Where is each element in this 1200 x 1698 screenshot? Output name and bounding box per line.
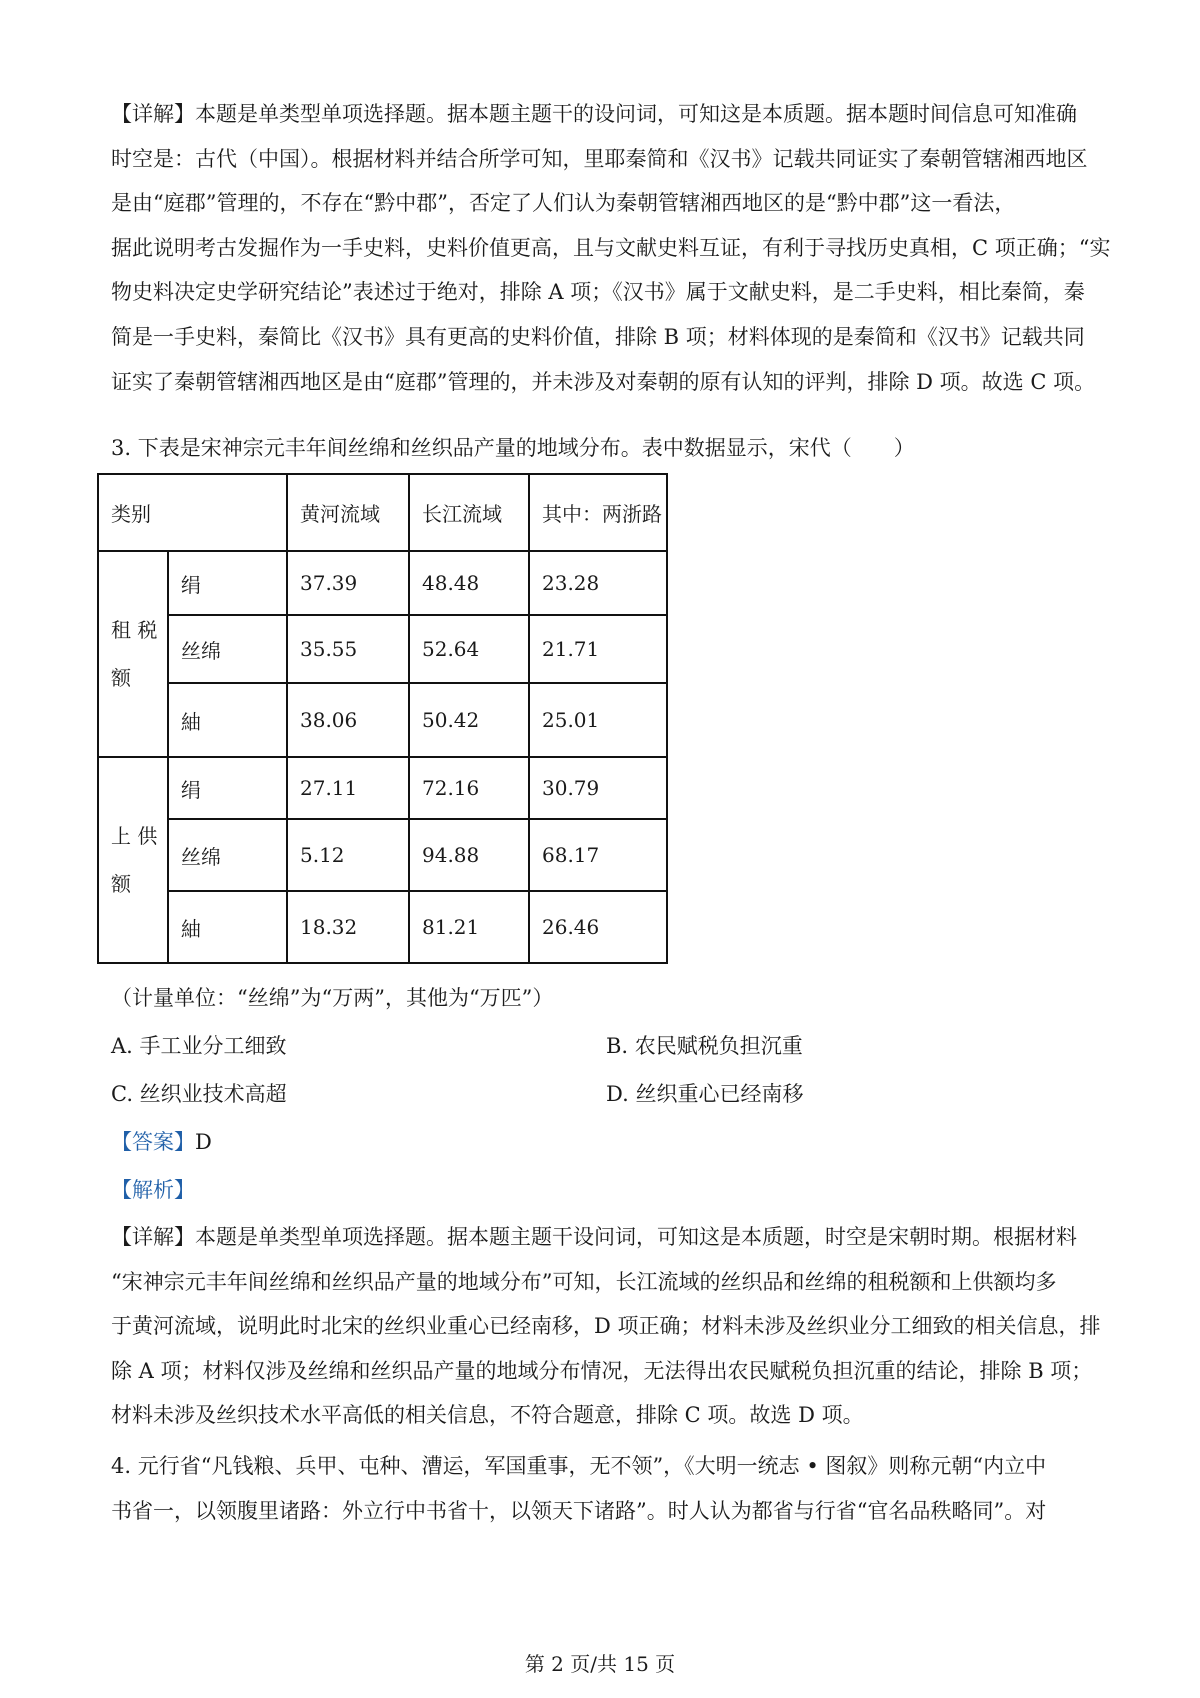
question-4-line: 书省一，以领腹里诸路：外立行中书省十，以领天下诸路”。时人认为都省与行省“官名品秩略同”。对 — [111, 1498, 1047, 1523]
group-label-tribute: 上 供 额 — [98, 757, 168, 963]
table-cell: 52.64 — [409, 615, 529, 683]
option-d: D. 丝织重心已经南移 — [606, 1082, 804, 1106]
detail-line: “宋神宗元丰年间丝绵和丝织品产量的地域分布”可知，长江流域的丝织品和丝绵的租税额和上供额均多 — [111, 1269, 1057, 1294]
table-row — [98, 757, 667, 819]
table-row — [98, 551, 667, 615]
table-item-cell: 丝绵 — [168, 615, 287, 683]
prev-analysis-line: 【详解】本题是单类型单项选择题。据本题主题干的设问词，可知这是本质题。据本题时间信息可知准确 — [111, 102, 1077, 126]
table-cell: 48.48 — [409, 551, 529, 615]
table-cell: 21.71 — [529, 615, 667, 683]
prev-analysis-line: 证实了秦朝管辖湘西地区是由“庭郡”管理的，并未涉及对秦朝的原有认知的评判，排除 D 项。故选 C 项。 — [111, 369, 1096, 394]
question-3-detail — [111, 1215, 1101, 1438]
detail-label: 【详解】 — [111, 1225, 195, 1249]
group-label-tax: 租 税 额 — [98, 551, 168, 757]
table-cell: 68.17 — [529, 819, 667, 891]
option-b: B. 农民赋税负担沉重 — [606, 1034, 803, 1058]
table-item-cell: 绢 — [168, 757, 287, 819]
table-cell: 18.32 — [287, 891, 409, 963]
answer-line — [111, 1126, 212, 1156]
table-cell: 81.21 — [409, 891, 529, 963]
table-cell: 50.42 — [409, 683, 529, 757]
table-row — [98, 683, 667, 757]
table-cell: 25.01 — [529, 683, 667, 757]
answer-value: D — [195, 1130, 212, 1154]
table-row — [98, 615, 667, 683]
option-a: A. 手工业分工细致 — [111, 1034, 287, 1058]
table-item-cell: 紬 — [168, 683, 287, 757]
table-cell: 72.16 — [409, 757, 529, 819]
table-cell: 23.28 — [529, 551, 667, 615]
prev-analysis-line: 是由“庭郡”管理的，不存在“黔中郡”，否定了人们认为秦朝管辖湘西地区的是“黔中郡”这一看法， — [111, 191, 1016, 216]
question-4-line: 4. 元行省“凡钱粮、兵甲、屯种、漕运，军国重事，无不领”，《大明一统志 • 图叙》则称元朝“内立中 — [111, 1454, 1047, 1478]
detail-line: 除 A 项；材料仅涉及丝绵和丝织品产量的地域分布情况，无法得出农民赋税负担沉重的结论，排除 B 项； — [111, 1358, 1093, 1383]
table-cell: 27.11 — [287, 757, 409, 819]
question-4-stem — [111, 1444, 1101, 1533]
table-cell: 35.55 — [287, 615, 409, 683]
option-c: C. 丝织业技术高超 — [111, 1082, 287, 1106]
unit-note: （计量单位：“丝绵”为“万两”，其他为“万匹”） — [111, 986, 554, 1010]
table-cell: 26.46 — [529, 891, 667, 963]
silk-production-table — [97, 473, 668, 964]
table-cell: 38.06 — [287, 683, 409, 757]
table-header-row — [98, 474, 667, 551]
table-header-cell: 其中：两浙路 — [529, 474, 667, 551]
table-header-cell: 长江流域 — [409, 474, 529, 551]
table-cell: 5.12 — [287, 819, 409, 891]
table-cell: 94.88 — [409, 819, 529, 891]
table-row — [98, 819, 667, 891]
detail-label: 【详解】 — [111, 102, 195, 126]
prev-analysis-line: 简是一手史料，秦简比《汉书》具有更高的史料价值，排除 B 项；材料体现的是秦简和《汉书》记载共同 — [111, 324, 1085, 349]
answer-label: 【答案】 — [111, 1130, 195, 1154]
detail-line: 【详解】本题是单类型单项选择题。据本题主题干设问词，可知这是本质题，时空是宋朝时期。根据材料 — [111, 1225, 1077, 1249]
detail-line: 材料未涉及丝织技术水平高低的相关信息，不符合题意，排除 C 项。故选 D 项。 — [111, 1403, 864, 1428]
prev-analysis-line: 时空是：古代（中国）。根据材料并结合所学可知，里耶秦简和《汉书》记载共同证实了秦朝管辖湘西地区 — [111, 146, 1088, 171]
table-row — [98, 891, 667, 963]
analysis-label: 【解析】 — [111, 1178, 195, 1202]
table-cell: 37.39 — [287, 551, 409, 615]
table-cell: 30.79 — [529, 757, 667, 819]
detail-line: 于黄河流域，说明此时北宋的丝织业重心已经南移，D 项正确；材料未涉及丝织业分工细致的相关信息，排 — [111, 1314, 1101, 1339]
prev-analysis-line: 据此说明考古发掘作为一手史料，史料价值更高，且与文献史料互证，有利于寻找历史真相，C 项正确；“实 — [111, 235, 1111, 260]
page-number: 第 2 页/共 15 页 — [524, 1652, 676, 1676]
table-item-cell: 绢 — [168, 551, 287, 615]
prev-analysis — [111, 92, 1111, 404]
table-header-cell: 类别 — [98, 474, 287, 551]
prev-analysis-line: 物史料决定史学研究结论”表述过于绝对，排除 A 项；《汉书》属于文献史料，是二手史料，相比秦简，秦 — [111, 280, 1085, 305]
table-item-cell: 紬 — [168, 891, 287, 963]
question-3-stem: 3. 下表是宋神宗元丰年间丝绵和丝织品产量的地域分布。表中数据显示，宋代（ ） — [111, 436, 915, 460]
table-header-cell: 黄河流域 — [287, 474, 409, 551]
table-item-cell: 丝绵 — [168, 819, 287, 891]
